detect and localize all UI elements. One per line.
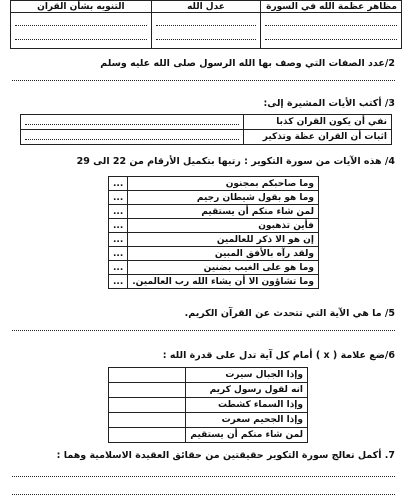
q3-row-answer[interactable] <box>21 130 244 145</box>
verse-text: وما هو على الغيب بضنين <box>128 261 319 275</box>
verse-text: وما هو بقول شيطان رجيم <box>128 191 319 205</box>
q4-prompt: 4/ هذه الآيات من سورة التكوير : رتبها بتكميل الأرقام من 22 الى 29 <box>76 156 395 167</box>
verse-text: لمن شاء منكم أن يستقيم <box>128 205 319 219</box>
q1-table <box>10 0 402 49</box>
q1-header-2: عدل الله <box>151 1 260 13</box>
mark-box[interactable] <box>109 398 186 413</box>
q6-table <box>108 367 308 443</box>
order-number-field[interactable]: ... <box>109 261 128 275</box>
mark-box[interactable] <box>109 383 186 398</box>
q4-table <box>108 176 319 289</box>
order-number-field[interactable]: ... <box>109 275 128 289</box>
q3-row-label: نفي أن يكون القران كذبا <box>243 115 391 130</box>
verse-text: وإذا السماء كشطت <box>186 398 308 413</box>
q7-answer-line[interactable] <box>12 494 395 495</box>
q5-prompt: 5/ ما هي الآية التي تتحدث عن القرآن الكريم. <box>184 308 395 319</box>
q3-row-answer[interactable] <box>21 115 244 130</box>
q1-header-1: مظاهر عظمة الله في السورة <box>261 1 402 13</box>
mark-box[interactable] <box>109 413 186 428</box>
mark-box[interactable] <box>109 368 186 383</box>
order-number-field[interactable]: ... <box>109 191 128 205</box>
order-number-field[interactable]: ... <box>109 233 128 247</box>
verse-text: إن هو الا ذكر للعالمين <box>128 233 319 247</box>
verse-text: وإذا الجحيم سعرت <box>186 413 308 428</box>
verse-text: ولقد رآه بالأفق المبين <box>128 247 319 261</box>
order-number-field[interactable]: ... <box>109 247 128 261</box>
verse-text: وما صاحبكم بمجنون <box>128 177 319 191</box>
verse-text: لمن شاء منكم أن يستقيم <box>186 428 308 443</box>
q2-answer-line[interactable] <box>12 80 395 81</box>
verse-text: وإذا الجبال سيرت <box>186 368 308 383</box>
q7-prompt: 7. أكمل تعالج سورة التكوير حقيقتين من حقائق العقيدة الاسلامية وهما : <box>56 450 395 461</box>
q3-table <box>20 114 392 145</box>
q3-row-label: اثبات أن القران عظة وتذكير <box>243 130 391 145</box>
verse-text: فأين تذهبون <box>128 219 319 233</box>
order-number-field[interactable]: ... <box>109 205 128 219</box>
verse-text: وما تشاؤون الا أن يشاء الله رب العالمين. <box>128 275 319 289</box>
order-number-field[interactable]: ... <box>109 177 128 191</box>
q5-answer-line[interactable] <box>12 330 395 331</box>
q1-answer-3[interactable] <box>11 13 152 49</box>
verse-text: انه لقول رسول كريم <box>186 383 308 398</box>
q3-prompt: 3/ أكتب الأيات المشيرة إلى: <box>263 98 395 109</box>
q6-prompt: 6/ضع علامة ( x ) أمام كل آية تدل على قدرة الله : <box>162 350 395 361</box>
mark-box[interactable] <box>109 428 186 443</box>
q1-answer-2[interactable] <box>151 13 260 49</box>
q1-header-3: التنويه بشأن القران <box>11 1 152 13</box>
q2-prompt: 2/عدد الصفات التي وصف بها الله الرسول صلى الله عليه وسلم <box>100 58 395 69</box>
q7-answer-line[interactable] <box>12 476 395 477</box>
order-number-field[interactable]: ... <box>109 219 128 233</box>
q1-answer-1[interactable] <box>261 13 402 49</box>
